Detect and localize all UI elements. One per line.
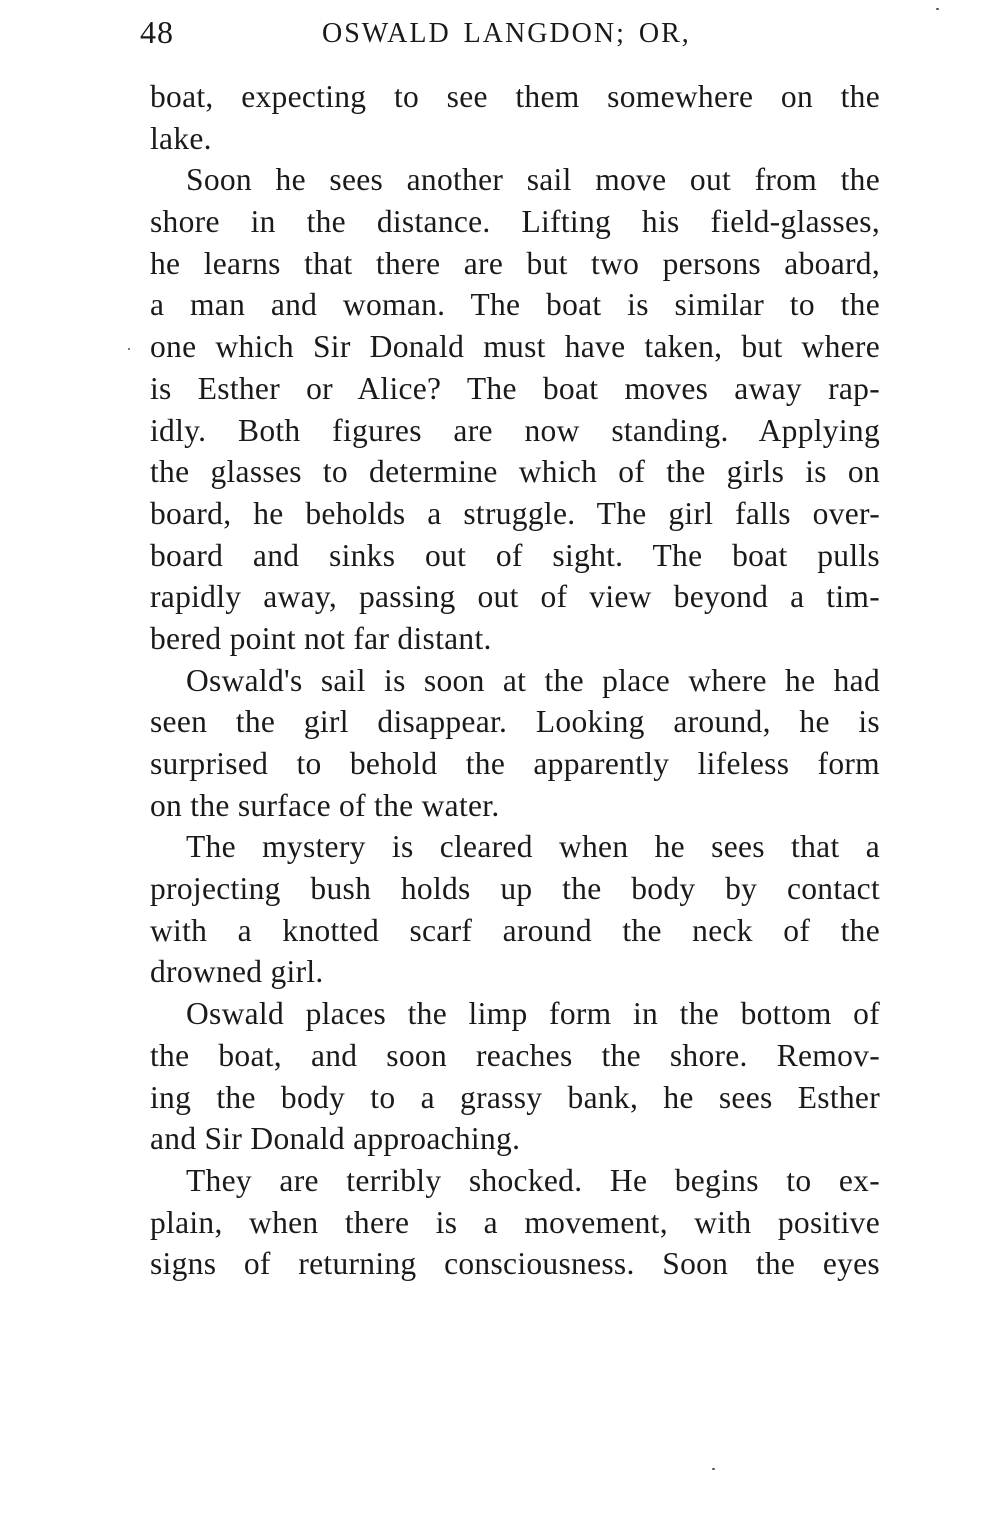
text-line: seen the girl disappear. Looking around, he is [150,704,880,740]
page-header [140,14,880,64]
text-line: one which Sir Donald must have taken, but where [150,329,880,365]
text-line: boat, expecting to see them somewhere on the [150,79,880,114]
text-line: drowned girl. [150,954,324,990]
text-line: Soon he sees another sail move out from the [186,162,880,198]
scan-speck [128,348,130,350]
scan-speck [936,8,939,10]
scan-speck [712,1468,715,1470]
text-line: on the surface of the water. [150,787,500,823]
running-head: OSWALD LANGDON; OR, [322,18,691,49]
text-line: bered point not far distant. [150,620,492,656]
text-line: a man and woman. The boat is similar to the [150,287,880,323]
text-line: signs of returning consciousness. Soon the eyes [150,1246,880,1282]
text-line: the glasses to determine which of the girls is on [150,454,880,490]
text-line: and Sir Donald approaching. [150,1121,521,1157]
text-line: idly. Both figures are now standing. Applying [150,412,880,448]
text-line: is Esther or Alice? The boat moves away rap- [150,370,880,406]
page-number: 48 [140,14,174,50]
text-line: projecting bush holds up the body by contact [150,871,880,907]
text-line: lake. [150,120,212,156]
text-line: They are terribly shocked. He begins to ex- [186,1162,880,1198]
text-line: ing the body to a grassy bank, he sees Esther [150,1079,880,1115]
body-text [150,76,880,1285]
text-line: shore in the distance. Lifting his field-glasses, [150,204,880,240]
text-line: board, he beholds a struggle. The girl falls over- [150,495,880,531]
text-line: surprised to behold the apparently lifeless form [150,746,880,781]
text-line: The mystery is cleared when he sees that a [186,829,880,865]
text-line: the boat, and soon reaches the shore. Remov- [150,1037,880,1073]
text-line: with a knotted scarf around the neck of the [150,912,880,948]
text-line: rapidly away, passing out of view beyond a tim- [150,579,880,615]
text-line: Oswald's sail is soon at the place where he had [186,662,880,698]
text-line: Oswald places the limp form in the bottom of [186,996,880,1032]
text-line: plain, when there is a movement, with positive [150,1204,880,1240]
text-line: board and sinks out of sight. The boat pulls [150,537,880,573]
text-line: he learns that there are but two persons aboard, [150,245,880,281]
